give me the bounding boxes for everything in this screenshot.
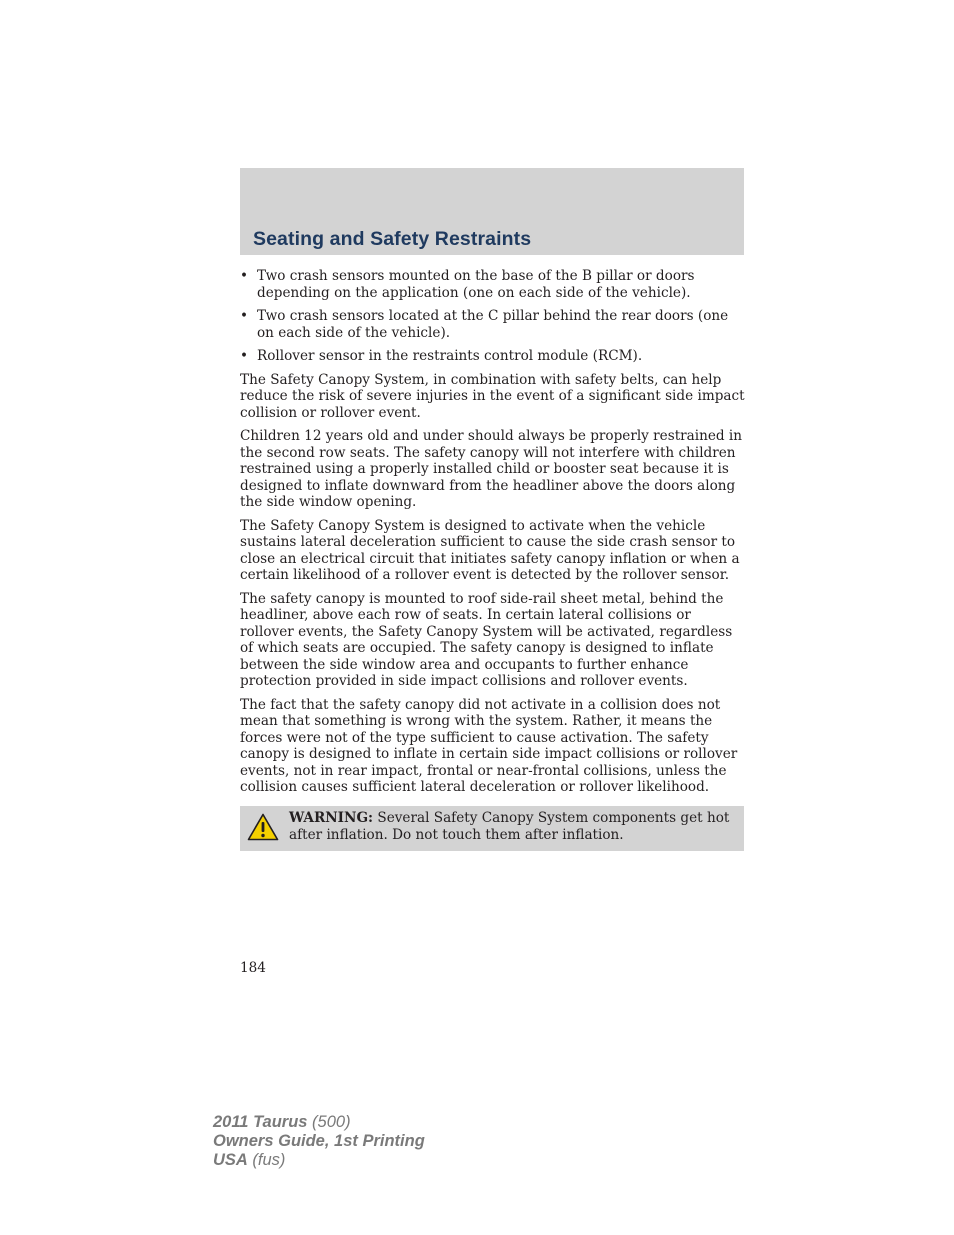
- footer: [213, 1113, 425, 1170]
- bullet-dot: •: [240, 348, 249, 364]
- paragraph: The Safety Canopy System, in combination with safety belts, can help reduce the risk of severe injuries in the event of a significant side impact collision or rollover event.: [240, 371, 745, 421]
- list-item: [240, 268, 746, 301]
- page-number: 184: [240, 960, 266, 976]
- bullet-dot: •: [240, 308, 249, 324]
- list-item: [240, 308, 746, 341]
- warning-label: WARNING:: [289, 810, 374, 826]
- list-item-text: Two crash sensors mounted on the base of the B pillar or doors depending on the application (one on each side of the vehicle).: [257, 268, 695, 301]
- sensor-list: [240, 268, 746, 365]
- footer-model: 2011 Taurus: [213, 1113, 308, 1131]
- paragraph: Children 12 years old and under should always be properly restrained in the second row seats. The safety canopy will not interfere with children restrained using a properly installed child or booster seat because it is designed to inflate downward from the headliner above the doors along the side window opening.: [240, 428, 743, 510]
- list-item-text: Rollover sensor in the restraints control module (RCM).: [257, 348, 643, 364]
- warning-text: [289, 810, 734, 843]
- paragraph: The Safety Canopy System is designed to activate when the vehicle sustains lateral deceleration sufficient to cause the side crash sensor to close an electrical circuit that initiates safety canopy inflation or when a certain likelihood of a rollover event is detected by the rollover sensor.: [240, 517, 740, 583]
- section-title: Seating and Safety Restraints: [253, 228, 532, 250]
- warning-triangle-icon: [247, 813, 279, 841]
- footer-line-region: [213, 1151, 425, 1170]
- footer-guide: Owners Guide, 1st Printing: [213, 1132, 425, 1150]
- list-item-text: Two crash sensors located at the C pillar behind the rear doors (one on each side of the vehicle).: [257, 308, 729, 341]
- warning-box: [240, 806, 744, 851]
- list-item: [240, 348, 746, 365]
- bullet-dot: •: [240, 268, 249, 284]
- footer-region: USA: [213, 1151, 248, 1169]
- body-content: [240, 268, 746, 803]
- footer-region-code: (fus): [247, 1151, 286, 1169]
- paragraph: The safety canopy is mounted to roof side-rail sheet metal, behind the headliner, above each row of seats. In certain lateral collisions or rollover events, the Safety Canopy System will be activated, regardless of which seats are occupied. The safety canopy is designed to inflate between the side window area and occupants to further enhance protection provided in side impact collisions and rollover events.: [240, 590, 733, 689]
- footer-line-model: [213, 1113, 425, 1132]
- warning-message: Several Safety Canopy System components get hot after inflation. Do not touch them after inflation.: [289, 810, 730, 843]
- footer-line-guide: [213, 1132, 425, 1151]
- section-header-band: [240, 168, 744, 255]
- footer-model-code: (500): [307, 1113, 351, 1131]
- paragraph: The fact that the safety canopy did not activate in a collision does not mean that something is wrong with the system. Rather, it means the forces were not of the type sufficient to cause activation. The safety canopy is designed to inflate in certain side impact collisions or rollover events, not in rear impact, frontal or near-frontal collisions, unless the collision causes sufficient lateral deceleration or rollover likelihood.: [240, 696, 738, 795]
